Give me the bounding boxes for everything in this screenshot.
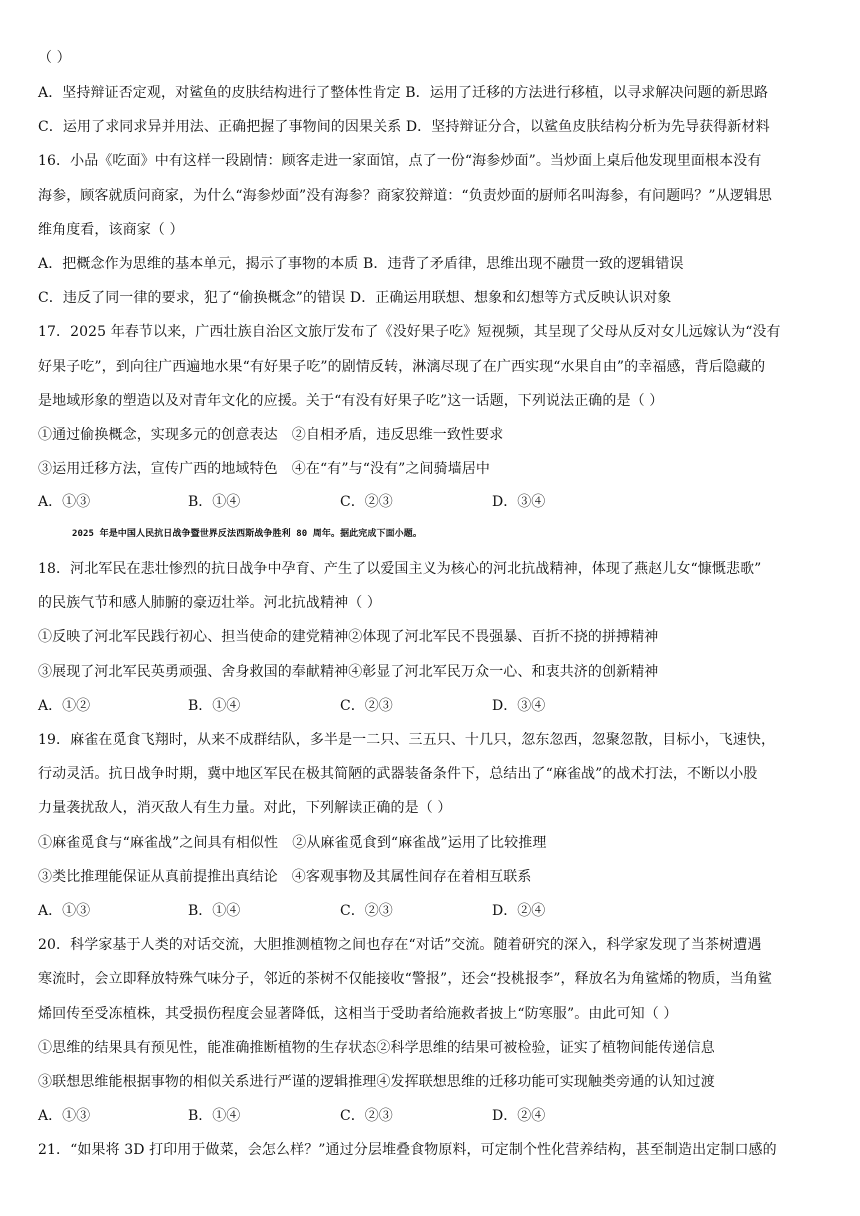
q20-option-d: D．②④ — [492, 1108, 546, 1124]
q17-option-d: D．③④ — [492, 494, 546, 510]
q19-items-34: ③类比推理能保证从真前提推出真结论 ④客观事物及其属性间存在着相互联系 — [38, 869, 532, 885]
q17-option-c: C．②③ — [340, 494, 393, 510]
q17-option-a: A．①③ — [38, 494, 91, 510]
q18-option-d: D．③④ — [492, 698, 546, 714]
q17-stem-line2: 好果子吃”，到向往广西遍地水果“有好果子吃”的剧情反转，淋漓尽现了在广西实现“水果自由”的幸福感，背后隐藏的 — [38, 359, 766, 375]
q18-stem-line1: 18．河北军民在悲壮惨烈的抗日战争中孕育、产生了以爱国主义为核心的河北抗战精神，体现了燕赵儿女“慷慨悲歌” — [38, 561, 762, 577]
q17-stem-line1: 17．2025 年春节以来，广西壮族自治区文旅厅发布了《没好果子吃》短视频，其呈现了父母从反对女儿远嫁认为“没有 — [38, 324, 781, 340]
q20-items-12: ①思维的结果具有预见性，能准确推断植物的生存状态②科学思维的结果可被检验，证实了植物间能传递信息 — [38, 1040, 715, 1056]
q15-options-ab: A．坚持辩证否定观，对鲨鱼的皮肤结构进行了整体性肯定 B．运用了迁移的方法进行移植，以寻求解决问题的新思路 — [38, 85, 769, 101]
q20-option-b: B．①④ — [188, 1108, 241, 1124]
q19-option-a: A．①③ — [38, 903, 91, 919]
q19-option-c: C．②③ — [340, 903, 393, 919]
q18-stem-line2: 的民族气节和感人肺腑的豪迈壮举。河北抗战精神（ ） — [38, 595, 381, 611]
q15-answer-paren: （ ） — [38, 50, 71, 66]
q19-stem-line2: 行动灵活。抗日战争时期，冀中地区军民在极其简陋的武器装备条件下，总结出了“麻雀战”的战术打法，不断以小股 — [38, 766, 758, 782]
q17-option-b: B．①④ — [188, 494, 241, 510]
q17-items-34: ③运用迁移方法，宣传广西的地域特色 ④在“有”与“没有”之间骑墙居中 — [38, 461, 491, 477]
q20-stem-line2: 寒流时，会立即释放特殊气味分子，邻近的茶树不仅能接收“警报”，还会“投桃报李”，释放名为角鲨烯的物质，当角鲨 — [38, 971, 773, 987]
q20-stem-line1: 20．科学家基于人类的对话交流，大胆推测植物之间也存在“对话”交流。随着研究的深入，科学家发现了当茶树遭遇 — [38, 937, 762, 953]
q17-stem-line3: 是地域形象的塑造以及对青年文化的应援。关于“有没有好果子吃”这一话题，下列说法正确的是（ ） — [38, 393, 664, 409]
q17-items-12: ①通过偷换概念，实现多元的创意表达 ②自相矛盾，违反思维一致性要求 — [38, 427, 504, 443]
q19-stem-line3: 力量袭扰敌人，消灭敌人有生力量。对此，下列解读正确的是（ ） — [38, 800, 452, 816]
q16-options-ab: A．把概念作为思维的基本单元，揭示了事物的本质 B．违背了矛盾律，思维出现不融贯一致的逻辑错误 — [38, 256, 684, 272]
q19-option-b: B．①④ — [188, 903, 241, 919]
q20-option-a: A．①③ — [38, 1108, 91, 1124]
q18-option-c: C．②③ — [340, 698, 393, 714]
q18-items-34: ③展现了河北军民英勇顽强、舍身救国的奉献精神④彰显了河北军民万众一心、和衷共济的创新精神 — [38, 664, 659, 680]
q20-items-34: ③联想思维能根据事物的相似关系进行严谨的逻辑推理④发挥联想思维的迁移功能可实现触类旁通的认知过渡 — [38, 1074, 715, 1090]
q19-stem-line1: 19．麻雀在觅食飞翔时，从来不成群结队，多半是一二只、三五只、十几只，忽东忽西，忽聚忽散，目标小，飞速快， — [38, 732, 776, 748]
q19-items-12: ①麻雀觅食与“麻雀战”之间具有相似性 ②从麻雀觅食到“麻雀战”运用了比较推理 — [38, 835, 547, 851]
q18-option-a: A．①② — [38, 698, 91, 714]
q20-stem-line3: 烯回传至受冻植株，其受损伤程度会显著降低，这相当于受助者给施救者披上“防寒服”。由此可知（ ） — [38, 1006, 678, 1022]
q18-items-12: ①反映了河北军民践行初心、担当使命的建党精神②体现了河北军民不畏强暴、百折不挠的拼搏精神 — [38, 629, 659, 645]
q19-option-d: D．②④ — [492, 903, 546, 919]
q16-stem-line2: 海参，顾客就质问商家，为什么“海参炒面”没有海参？商家狡辩道：“负责炒面的厨师名叫海参，有问题吗？”从逻辑思 — [38, 188, 773, 204]
section-intro-note: 2025 年是中国人民抗日战争暨世界反法西斯战争胜利 80 周年。据此完成下面小题。 — [72, 529, 422, 539]
q21-stem-line1: 21．“如果将 3D 打印用于做菜，会怎么样？”通过分层堆叠食物原料，可定制个性化营养结构，甚至制造出定制口感的 — [38, 1142, 777, 1158]
q16-stem-line1: 16．小品《吃面》中有这样一段剧情：顾客走进一家面馆，点了一份“海参炒面”。当炒面上桌后他发现里面根本没有 — [38, 153, 762, 169]
q18-option-b: B．①④ — [188, 698, 241, 714]
q20-option-c: C．②③ — [340, 1108, 393, 1124]
q15-options-cd: C．运用了求同求异并用法、正确把握了事物间的因果关系 D．坚持辩证分合，以鲨鱼皮肤结构分析为先导获得新材料 — [38, 119, 770, 135]
q16-stem-line3: 维角度看，该商家（ ） — [38, 222, 184, 238]
q16-options-cd: C．违反了同一律的要求，犯了“偷换概念”的错误 D．正确运用联想、想象和幻想等方式反映认识对象 — [38, 290, 672, 306]
